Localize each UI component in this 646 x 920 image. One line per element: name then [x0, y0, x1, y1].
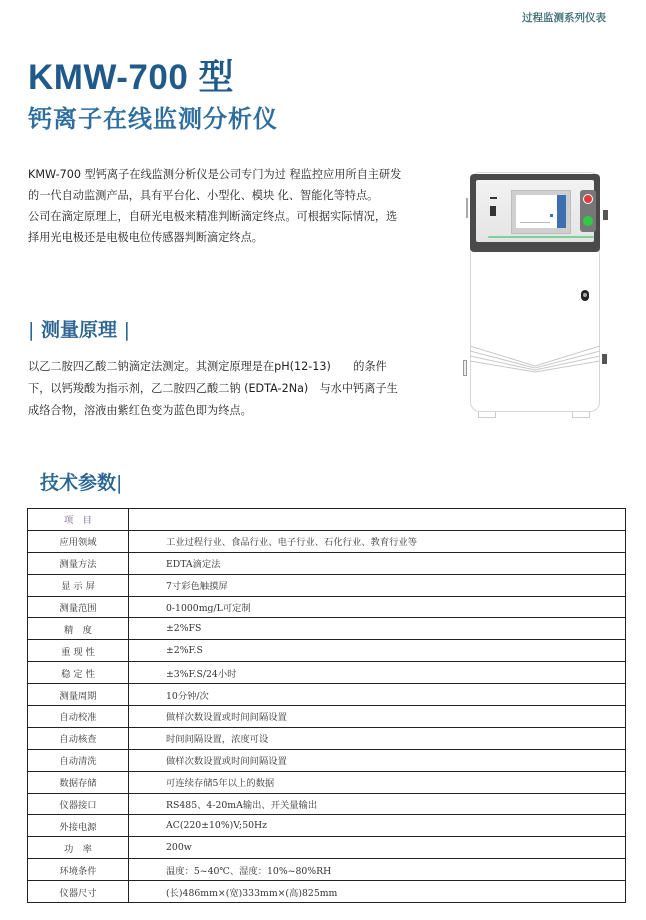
param-value: 200w [129, 837, 626, 859]
param-key: 仪器尺寸 [28, 881, 129, 903]
param-key: 重 现 性 [28, 640, 129, 662]
param-value: 做样次数设置或时间间隔设置 [129, 749, 626, 771]
heading-bar: | [28, 319, 35, 341]
foot-right [572, 412, 590, 418]
param-key: 稳 定 性 [28, 662, 129, 684]
screen-sidebar [557, 195, 566, 228]
params-heading-label: 技术参数 [40, 472, 117, 494]
param-key: 仪器接口 [28, 793, 129, 815]
screen-dot [550, 214, 553, 217]
touch-screen [511, 190, 571, 234]
side-handle-right [602, 354, 607, 364]
product-name-title: 钙离子在线监测分析仪 [28, 105, 278, 133]
table-row [28, 815, 626, 837]
table-row [28, 596, 626, 618]
table-header-row [28, 509, 626, 531]
param-key: 自动清洗 [28, 749, 129, 771]
param-value: ±3%F.S/24小时 [129, 662, 626, 684]
spec-table [27, 508, 626, 903]
table-row [28, 684, 626, 706]
door-lines [470, 344, 600, 374]
table-row [28, 727, 626, 749]
table-row [28, 662, 626, 684]
door-lock-icon [581, 290, 589, 301]
principle-text: 以乙二胺四乙酸二钠滴定法测定。其测定原理是在pH(12-13) 的条件下，以钙羧酸为指示剂，乙二胺四乙酸二钠 (EDTA-2Na) 与水中钙离子生成络合物，溶液由紫红色变为蓝色即为终点。 [28, 360, 398, 417]
param-value: ±2%F.S [129, 640, 626, 662]
param-key: 功 率 [28, 837, 129, 859]
principle-heading-label: 测量原理 [41, 319, 118, 341]
param-value: 7寸彩色触摸屏 [129, 574, 626, 596]
table-row [28, 749, 626, 771]
param-key: 精 度 [28, 618, 129, 640]
param-value: 0-1000mg/L可定制 [129, 596, 626, 618]
table-row [28, 881, 626, 903]
param-value: EDTA滴定法 [129, 552, 626, 574]
param-key: 测量周期 [28, 684, 129, 706]
table-row [28, 771, 626, 793]
param-key: 应用领域 [28, 530, 129, 552]
product-model-title: KMW-700 型 [28, 58, 235, 97]
key-indicator-icon [490, 197, 497, 199]
intro-paragraph: KMW-700 型钙离子在线监测分析仪是公司专门为过 程监控应用所自主研发的一代自动监测产品，具有平台化、小型化、模块 化、智能化等特点。 [28, 168, 402, 202]
header-value-cell [129, 509, 626, 531]
header-key-cell: 项 目 [28, 509, 129, 531]
panel-face [476, 180, 594, 242]
side-tab-right [603, 210, 608, 220]
start-button-icon [583, 216, 593, 226]
table-row [28, 640, 626, 662]
param-value: AC(220±10%)V;50Hz [129, 815, 626, 837]
instrument-image [462, 168, 610, 420]
foot-left [478, 412, 496, 418]
screen-display [516, 195, 566, 228]
screen-line [520, 222, 550, 223]
param-key: 自动校准 [28, 706, 129, 728]
key-slot-icon [490, 206, 496, 216]
param-value: ±2%FS [129, 618, 626, 640]
table-row [28, 618, 626, 640]
side-tab-left [466, 198, 468, 218]
intro-paragraph: 公司在滴定原理上，自研光电极来精准判断滴定终点。可根据实际情况，选择用光电极还是电极电位传感器判断滴定终点。 [28, 210, 398, 244]
table-row [28, 552, 626, 574]
param-key: 测量方法 [28, 552, 129, 574]
param-key: 自动核查 [28, 727, 129, 749]
table-row [28, 706, 626, 728]
param-value: 工业过程行业、食品行业、电子行业、石化行业、教育行业等 [129, 530, 626, 552]
param-value: 温度：5~40℃、湿度：10%~80%RH [129, 859, 626, 881]
param-key: 数据存储 [28, 771, 129, 793]
param-value: 做样次数设置或时间间隔设置 [129, 706, 626, 728]
panel-glow [488, 236, 594, 238]
intro-text [28, 164, 408, 248]
param-value: 可连续存储5年以上的数据 [129, 771, 626, 793]
side-handle-left [463, 360, 467, 376]
series-label: 过程监测系列仪表 [522, 12, 606, 24]
table-row [28, 793, 626, 815]
param-key: 显 示 屏 [28, 574, 129, 596]
param-value: (长)486mm×(宽)333mm×(高)825mm [129, 881, 626, 903]
button-box [580, 190, 596, 232]
heading-bar: | [116, 472, 123, 494]
params-heading [40, 471, 122, 495]
param-value: 时间间隔设置，浓度可设 [129, 727, 626, 749]
principle-heading [28, 318, 130, 342]
table-row [28, 859, 626, 881]
table-row [28, 837, 626, 859]
heading-bar: | [123, 319, 131, 341]
param-key: 环境条件 [28, 859, 129, 881]
table-row [28, 530, 626, 552]
table-row [28, 574, 626, 596]
param-value: 10分钟/次 [129, 684, 626, 706]
param-key: 测量范围 [28, 596, 129, 618]
stop-button-icon [583, 194, 593, 204]
param-value: RS485、4-20mA输出、开关量输出 [129, 793, 626, 815]
param-key: 外接电源 [28, 815, 129, 837]
control-panel [470, 174, 600, 252]
